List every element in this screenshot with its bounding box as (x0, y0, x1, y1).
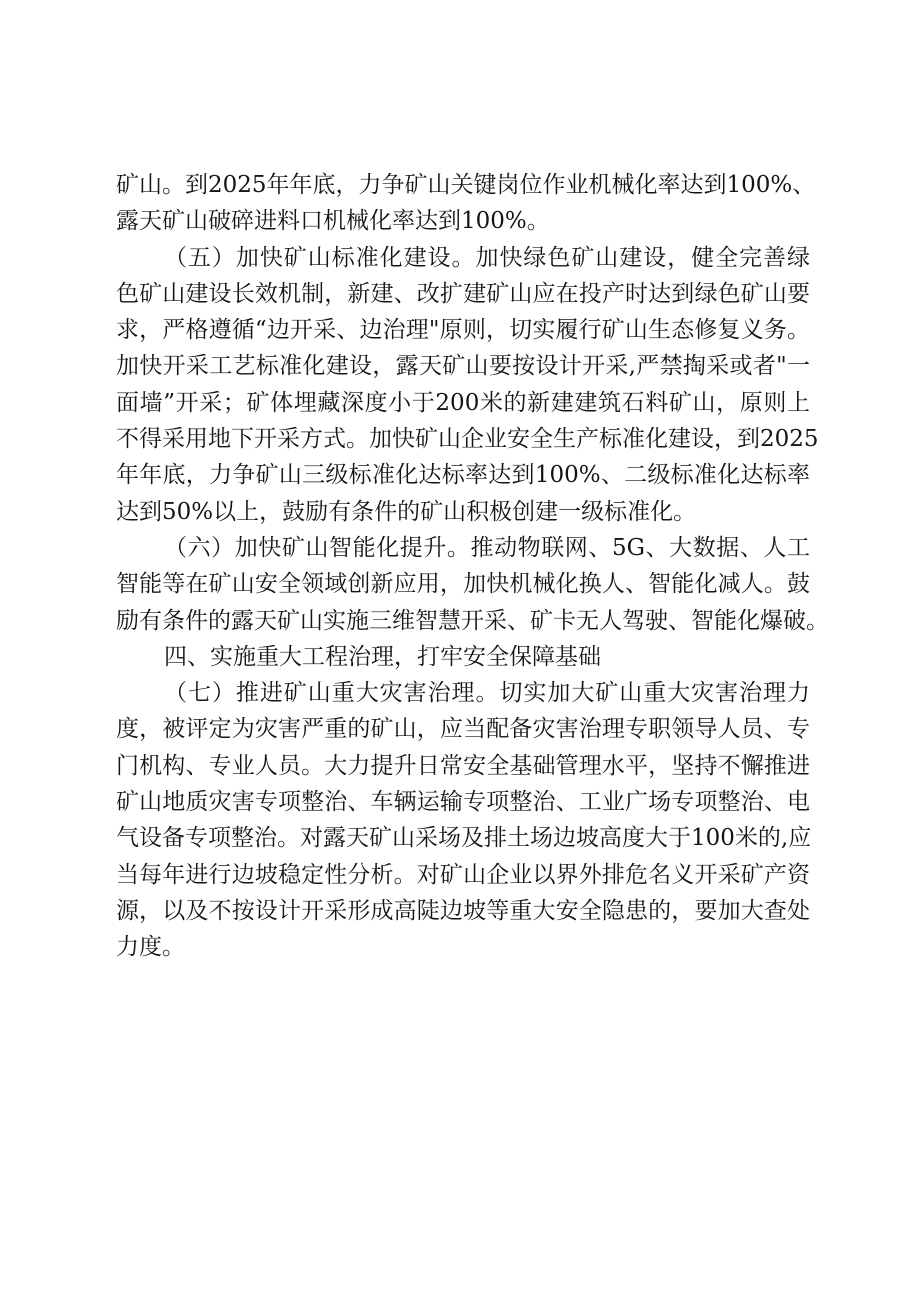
document-body (116, 167, 829, 966)
text-line: （七）推进矿山重大灾害治理。切实加大矿山重大灾害治理力 (164, 680, 810, 707)
text-line: 加快开采工艺标准化建设，露天矿山要按设计开采,严禁掏采或者"一 (116, 353, 810, 380)
paragraph (116, 167, 816, 240)
section-heading (116, 639, 810, 675)
text-line: 智能等在矿山安全领域创新应用，加快机械化换人、智能化减人。鼓 (116, 571, 810, 598)
paragraph (116, 240, 819, 530)
text-line: 不得采用地下开采方式。加快矿山企业安全生产标准化建设，到2025 (116, 426, 819, 453)
text-line: 气设备专项整治。对露天矿山采场及排土场边坡高度大于100米的,应 (116, 825, 812, 852)
text-line: 达到50%以上，鼓励有条件的矿山积极创建一级标准化。 (116, 498, 697, 525)
text-line: 力度。 (116, 934, 185, 961)
text-line: 年年底，力争矿山三级标准化达标率达到100%、二级标准化达标率 (116, 462, 810, 489)
paragraph (116, 530, 829, 639)
text-line: 门机构、专业人员。大力提升日常安全基础管理水平，坚持不懈推进 (116, 752, 810, 779)
text-line: 矿山。到2025年年底，力争矿山关键岗位作业机械化率达到100%、 (116, 172, 816, 198)
text-line: 矿山地质灾害专项整治、车辆运输专项整治、工业广场专项整治、电 (116, 789, 810, 816)
text-line: （五）加快矿山标准化建设。加快绿色矿山建设，健全完善绿 (164, 244, 810, 271)
text-line: 四、实施重大工程治理，打牢安全保障基础 (164, 643, 601, 670)
text-line: 求，严格遵循“边开采、边治理"原则，切实履行矿山生态修复义务。 (116, 317, 810, 344)
text-line: 源，以及不按设计开采形成高陡边坡等重大安全隐患的，要加大查处 (116, 897, 810, 924)
text-line: 露天矿山破碎进料口机械化率达到100%。 (116, 208, 550, 235)
text-line: 励有条件的露天矿山实施三维智慧开采、矿卡无人驾驶、智能化爆破。 (116, 607, 829, 634)
text-line: 度，被评定为灾害严重的矿山，应当配备灾害治理专职领导人员、专 (116, 716, 810, 743)
text-line: 色矿山建设长效机制，新建、改扩建矿山应在投产时达到绿色矿山要 (116, 280, 810, 307)
text-line: 当每年进行边坡稳定性分析。对矿山企业以界外排危名义开采矿产资 (116, 861, 810, 888)
text-line: （六）加快矿山智能化提升。推动物联网、5G、大数据、人工 (164, 534, 810, 561)
paragraph (116, 675, 810, 965)
text-line: 面墙”开采；矿体埋藏深度小于200米的新建建筑石料矿山，原则上 (116, 389, 810, 416)
